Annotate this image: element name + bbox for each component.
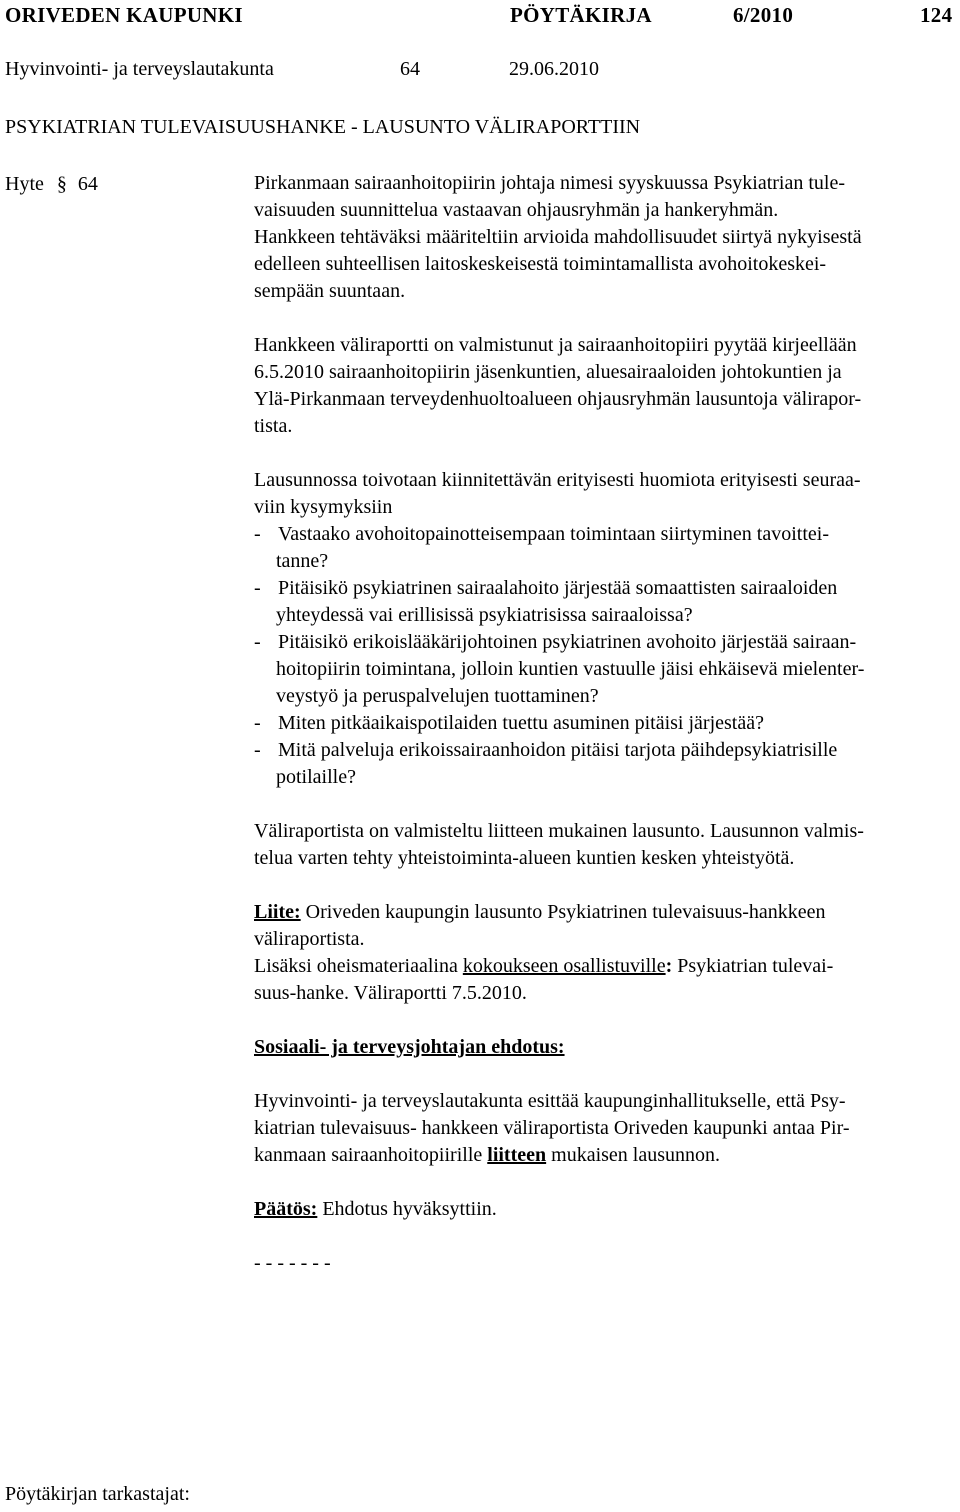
colon: : <box>665 955 673 977</box>
question-text: veystyö ja peruspalvelujen tuottaminen? <box>276 685 599 707</box>
footer-reviewers: Pöytäkirjan tarkastajat: <box>5 1483 190 1505</box>
text-line: 6.5.2010 sairaanhoitopiirin jäsenkuntien, aluesairaaloiden johtokuntien ja <box>254 361 842 383</box>
question-text: Miten pitkäaikaispotilaiden tuettu asuminen pitäisi järjestää? <box>278 712 764 734</box>
meeting-date: 29.06.2010 <box>509 58 599 80</box>
question-item <box>254 629 960 710</box>
question-text: hoitopiirin toimintana, jolloin kuntien vastuulle jäisi ehkäisevä mielenter- <box>276 658 865 680</box>
paragraph-background <box>254 170 960 305</box>
question-item <box>254 710 960 737</box>
list-dash: - <box>254 577 261 599</box>
question-text: tanne? <box>276 550 329 572</box>
question-item <box>254 521 960 575</box>
question-text: Vastaako avohoitopainotteisempaan toimintaan siirtyminen tavoittei- <box>278 523 829 545</box>
proposal-heading: Sosiaali- ja terveysjohtajan ehdotus: <box>254 1036 565 1058</box>
text-line: tista. <box>254 415 293 437</box>
main-content <box>254 170 960 1277</box>
attachment-link[interactable]: liitteen <box>487 1144 547 1166</box>
attachment-text: Oriveden kaupungin lausunto Psykiatrinen tulevaisuus-hankkeen <box>300 901 826 923</box>
text-line: Lausunnossa toivotaan kiinnitettävän erityisesti huomiota erityisesti seuraa- <box>254 469 861 491</box>
paragraph-questions <box>254 467 960 791</box>
list-dash: - <box>254 523 261 545</box>
proposal-text: Hyvinvointi- ja terveyslautakunta esittää kaupunginhallitukselle, että Psy- <box>254 1090 846 1112</box>
text-line: sempään suuntaan. <box>254 280 406 302</box>
text-line: vaisuuden suunnittelua vastaavan ohjausryhmän ja hankeryhmän. <box>254 199 779 221</box>
question-item <box>254 575 960 629</box>
decision-section <box>254 1196 960 1223</box>
section-symbol: § <box>56 173 67 195</box>
text-line: Hankkeen väliraportti on valmistunut ja sairaanhoitopiiri pyytää kirjeellään <box>254 334 857 356</box>
doc-number: 6/2010 <box>733 3 794 27</box>
decision-text: Ehdotus hyväksyttiin. <box>317 1198 497 1220</box>
separator: - - - - - - - <box>254 1252 331 1274</box>
section-number: 64 <box>400 58 420 80</box>
text-line: telua varten tehty yhteistoiminta-alueen kuntien kesken yhteistyötä. <box>254 847 795 869</box>
paragraph-interim-report <box>254 332 960 440</box>
section-prefix: Hyte <box>5 173 44 195</box>
question-text: Mitä palveluja erikoissairaanhoidon pitäisi tarjota päihdepsykiatrisille <box>278 739 838 761</box>
page-number: 124 <box>920 3 953 27</box>
question-text: Pitäisikö erikoislääkärijohtoinen psykiatrinen avohoito järjestää sairaan- <box>278 631 857 653</box>
list-dash: - <box>254 631 261 653</box>
attachment-text: Psykiatrian tulevai- <box>672 955 834 977</box>
text-line: Väliraportista on valmisteltu liitteen mukainen lausunto. Lausunnon valmis- <box>254 820 864 842</box>
decision-label: Päätös: <box>254 1198 318 1220</box>
question-text: potilaille? <box>276 766 356 788</box>
proposal-text: kanmaan sairaanhoitopiirille <box>254 1144 488 1166</box>
attachment-text: suus-hanke. Väliraportti 7.5.2010. <box>254 982 527 1004</box>
doc-type: PÖYTÄKIRJA <box>510 3 652 27</box>
list-dash: - <box>254 739 261 761</box>
text-line: Ylä-Pirkanmaan terveydenhuoltoalueen ohjausryhmän lausuntoja välirapor- <box>254 388 862 410</box>
paragraph-statement <box>254 818 960 872</box>
separator-block <box>254 1250 960 1277</box>
section-ref-number: 64 <box>77 173 98 195</box>
list-dash: - <box>254 712 261 734</box>
org-name: ORIVEDEN KAUPUNKI <box>5 3 243 27</box>
section-reference <box>5 173 98 196</box>
proposal-text: mukaisen lausunnon. <box>546 1144 721 1166</box>
proposal-text: kiatrian tulevaisuus- hankkeen väliraportista Oriveden kaupunki antaa Pir- <box>254 1117 850 1139</box>
document-title: PSYKIATRIAN TULEVAISUUSHANKE - LAUSUNTO VÄLIRAPORTTIIN <box>5 116 641 138</box>
attachment-section <box>254 899 960 1007</box>
proposal-section <box>254 1088 960 1169</box>
question-text: yhteydessä vai erillisissä psykiatrisissa sairaaloissa? <box>276 604 693 626</box>
committee-name: Hyvinvointi- ja terveyslautakunta <box>5 58 274 80</box>
question-text: Pitäisikö psykiatrinen sairaalahoito järjestää somaattisten sairaaloiden <box>278 577 838 599</box>
attachment-label: Liite: <box>254 901 301 923</box>
attendees-link[interactable]: kokoukseen osallistuville <box>462 955 666 977</box>
proposal-heading-block <box>254 1034 960 1061</box>
text-line: edelleen suhteellisen laitoskeskeisestä toimintamallista avohoitokeskei- <box>254 253 827 275</box>
question-item <box>254 737 960 791</box>
text-line: Pirkanmaan sairaanhoitopiirin johtaja nimesi syyskuussa Psykiatrian tule- <box>254 172 846 194</box>
text-line: Hankkeen tehtäväksi määriteltiin arvioida mahdollisuudet siirtyä nykyisestä <box>254 226 862 248</box>
text-line: viin kysymyksiin <box>254 496 393 518</box>
attachment-text: väliraportista. <box>254 928 365 950</box>
attachment-text: Lisäksi oheismateriaalina <box>254 955 463 977</box>
